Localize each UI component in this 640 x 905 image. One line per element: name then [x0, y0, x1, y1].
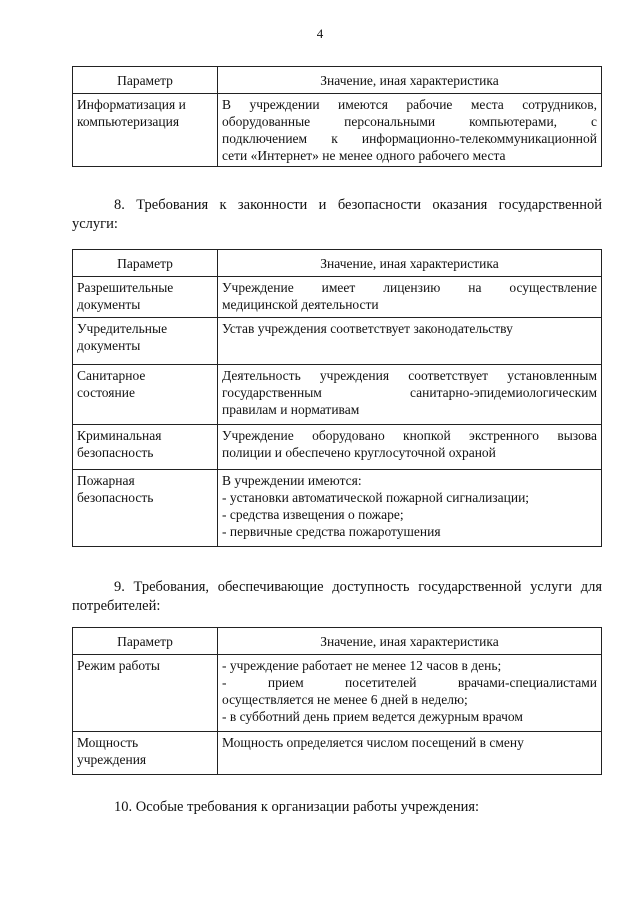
value-cell	[218, 277, 602, 318]
param-line: Санитарное	[77, 368, 146, 383]
param-line: документы	[77, 338, 141, 353]
table-legality-safety	[72, 249, 602, 547]
param-line: учреждения	[77, 752, 147, 767]
value-cell	[218, 655, 602, 732]
param-line: Режим работы	[77, 658, 160, 673]
value-line: - средства извещения о пожаре;	[222, 507, 404, 522]
value-line: - прием посетителей врачами-специалистами	[222, 675, 597, 690]
value-line: осуществляется не менее 6 дней в неделю;	[222, 692, 468, 707]
section-8-heading	[72, 196, 602, 234]
value-cell	[218, 425, 602, 470]
header-param: Параметр	[73, 250, 218, 277]
table-accessibility	[72, 627, 602, 775]
param-line: Криминальная	[77, 428, 162, 443]
value-line: государственным санитарно-эпидемиологическим	[222, 385, 597, 400]
header-value: Значение, иная характеристика	[218, 250, 602, 277]
value-line: подключением к информационно-телекоммуникационной	[222, 131, 597, 146]
table-row	[73, 365, 602, 425]
param-line: документы	[77, 297, 141, 312]
param-line: состояние	[77, 385, 135, 400]
value-line: полиции и обеспечено круглосуточной охраной	[222, 445, 496, 460]
value-line: оборудованные персональными компьютерами, с	[222, 114, 597, 129]
header-param: Параметр	[73, 628, 218, 655]
value-line: - установки автоматической пожарной сигнализации;	[222, 490, 530, 505]
section-8-line: услуги:	[72, 216, 118, 232]
value-line: - в субботний день прием ведется дежурным врачом	[222, 709, 523, 724]
value-line: медицинской деятельности	[222, 297, 379, 312]
value-line: - учреждение работает не менее 12 часов в день;	[222, 658, 502, 673]
param-line: Разрешительные	[77, 280, 174, 295]
section-9-line: потребителей:	[72, 598, 161, 614]
section-10-line: 10. Особые требования к организации работы учреждения:	[114, 799, 480, 815]
value-line: сети «Интернет» не менее одного рабочего места	[222, 148, 506, 163]
section-10-heading	[72, 798, 602, 817]
param-line: Информатизация и	[77, 97, 186, 112]
param-cell	[73, 365, 218, 425]
param-line: безопасность	[77, 490, 154, 505]
value-line: В учреждении имеются:	[222, 473, 362, 488]
param-line: Мощность	[77, 735, 139, 750]
param-cell	[73, 94, 218, 167]
value-cell	[218, 365, 602, 425]
header-value: Значение, иная характеристика	[218, 628, 602, 655]
table-row	[73, 318, 602, 365]
section-8-line: 8. Требования к законности и безопасности оказания государственной	[114, 197, 602, 213]
section-9-line: 9. Требования, обеспечивающие доступность государственной услуги для	[114, 579, 602, 595]
value-line: Мощность определяется числом посещений в смену	[222, 735, 524, 750]
param-line: Пожарная	[77, 473, 135, 488]
table-row	[73, 470, 602, 547]
value-line: Деятельность учреждения соответствует установленным	[222, 368, 597, 383]
value-cell	[218, 732, 602, 775]
page-number: 4	[316, 26, 324, 41]
param-line: Учредительные	[77, 321, 168, 336]
param-line: безопасность	[77, 445, 154, 460]
table-row	[73, 94, 602, 167]
value-line: правилам и нормативам	[222, 402, 360, 417]
value-line: - первичные средства пожаротушения	[222, 524, 441, 539]
header-value: Значение, иная характеристика	[218, 67, 602, 94]
table-row	[73, 425, 602, 470]
value-cell	[218, 94, 602, 167]
param-cell	[73, 655, 218, 732]
table-header-row	[73, 250, 602, 277]
param-cell	[73, 425, 218, 470]
table-header-row	[73, 67, 602, 94]
table-row	[73, 277, 602, 318]
table-header-row	[73, 628, 602, 655]
table-row	[73, 655, 602, 732]
value-line: Устав учреждения соответствует законодательству	[222, 321, 513, 336]
value-cell	[218, 318, 602, 365]
param-line: компьютеризация	[77, 114, 180, 129]
table-row	[73, 732, 602, 775]
param-cell	[73, 277, 218, 318]
header-param: Параметр	[73, 67, 218, 94]
value-cell	[218, 470, 602, 547]
param-cell	[73, 318, 218, 365]
value-line: В учреждении имеются рабочие места сотрудников,	[222, 97, 597, 112]
param-cell	[73, 470, 218, 547]
param-cell	[73, 732, 218, 775]
value-line: Учреждение оборудовано кнопкой экстренного вызова	[222, 428, 597, 443]
section-9-heading	[72, 578, 602, 616]
value-line: Учреждение имеет лицензию на осуществление	[222, 280, 597, 295]
table-informatization	[72, 66, 602, 167]
